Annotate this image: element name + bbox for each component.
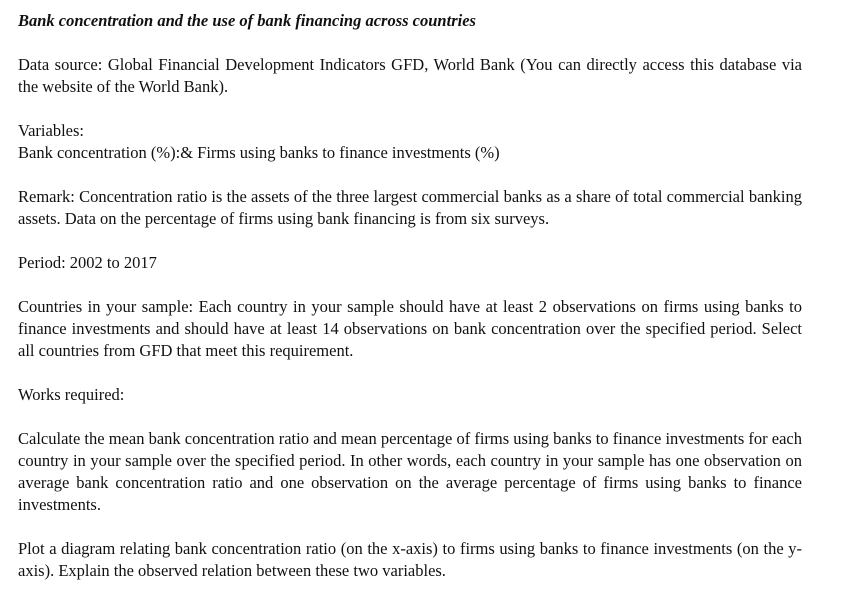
paragraph-gap <box>18 516 802 538</box>
paragraph-gap <box>18 164 802 186</box>
document-title: Bank concentration and the use of bank financing across countries <box>18 11 476 30</box>
paragraph-gap <box>18 362 802 384</box>
data-source-paragraph: Data source: Global Financial Development Indicators GFD, World Bank (You can directly access this database via the website of the World Bank). <box>18 55 802 96</box>
works-heading: Works required: <box>18 385 125 404</box>
task-1-paragraph: Calculate the mean bank concentration ratio and mean percentage of firms using banks to finance investments for each country in your sample over the specified period. In other words, each country in your sample has one observation on average bank concentration ratio and one observation on the average percentage of firms using banks to finance investments. <box>18 429 802 514</box>
paragraph-gap <box>18 406 802 428</box>
task-2-paragraph: Plot a diagram relating bank concentration ratio (on the x-axis) to firms using banks to finance investments (on the y-axis). Explain the observed relation between these two variables. <box>18 539 802 580</box>
remark-paragraph: Remark: Concentration ratio is the assets of the three largest commercial banks as a share of total commercial banking assets. Data on the percentage of firms using bank financing is from six surveys. <box>18 187 802 228</box>
variables-heading: Variables: <box>18 121 84 140</box>
variables-list: Bank concentration (%):& Firms using banks to finance investments (%) <box>18 143 500 162</box>
paragraph-gap <box>18 230 802 252</box>
period-paragraph: Period: 2002 to 2017 <box>18 253 157 272</box>
paragraph-gap <box>18 98 802 120</box>
paragraph-gap <box>18 274 802 296</box>
document-page <box>18 10 802 582</box>
countries-paragraph: Countries in your sample: Each country in your sample should have at least 2 observations on firms using banks to finance investments and should have at least 14 observations on bank concentration over the specified period. Select all countries from GFD that meet this requirement. <box>18 297 802 360</box>
